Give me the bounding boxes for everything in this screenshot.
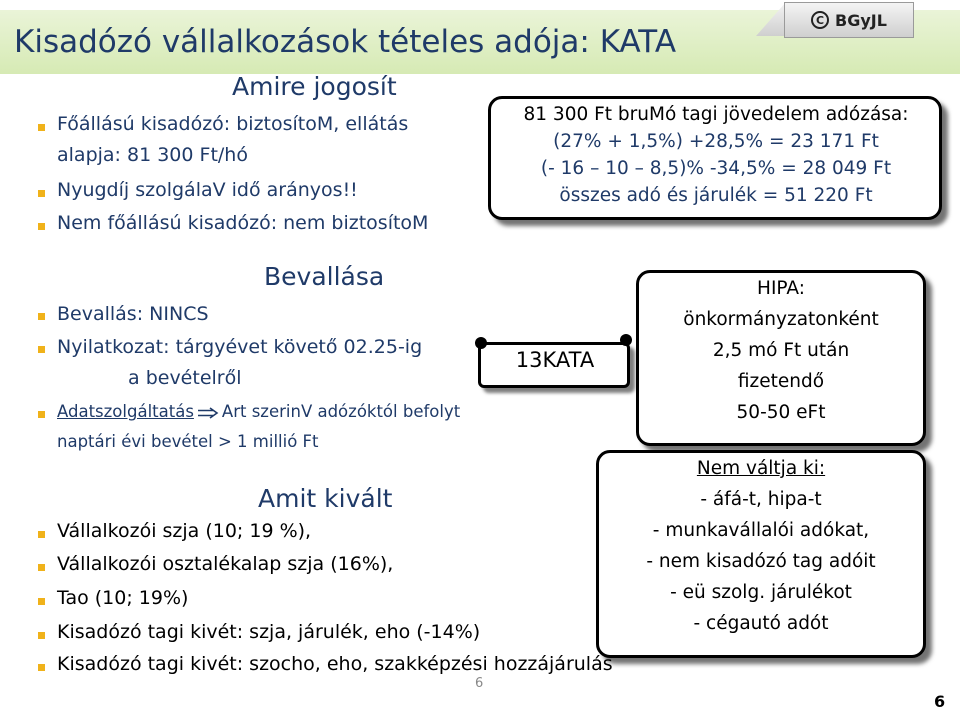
replaces-heading: Amit kivált bbox=[258, 484, 393, 513]
copyright-badge bbox=[784, 2, 914, 38]
entitles-heading: Amire jogosít bbox=[232, 72, 397, 101]
replaces-item-1: Vállalkozói szja (10; 19 %), bbox=[57, 520, 312, 542]
bullet-icon bbox=[38, 632, 45, 639]
bullet-icon bbox=[38, 190, 45, 197]
filing-item-2-prefix: a bbox=[128, 367, 146, 389]
tax-line-1: 81 300 Ft bruMó tagi jövedelem adózása: bbox=[523, 104, 909, 125]
filing-item-2-line2 bbox=[128, 367, 242, 389]
replace-line-3: - nem kisadózó tag adóit bbox=[646, 551, 876, 572]
bullet-icon bbox=[38, 598, 45, 605]
scroll-curl-icon bbox=[620, 334, 632, 346]
bullet-icon bbox=[38, 564, 45, 571]
replace-heading: Nem váltja ki: bbox=[696, 458, 826, 479]
bullet-icon bbox=[38, 411, 45, 418]
tax-line-4: összes adó és járulék = 51 220 Ft bbox=[559, 185, 873, 206]
replace-line-2: - munkavállalói adókat, bbox=[652, 520, 870, 541]
filing-heading: Bevallása bbox=[264, 262, 385, 291]
filing-item-2-value: : tárgyévet követő 02.25-ig bbox=[163, 336, 423, 358]
tax-line-2: (27% + 1,5%) +28,5% = 23 171 Ft bbox=[553, 131, 879, 152]
hipa-line-4: fizetendő bbox=[737, 371, 825, 392]
filing-item-3-value: Art szerinV adózóktól befolyt bbox=[221, 402, 461, 421]
filing-item-2-label: Nyilatkozat bbox=[57, 336, 164, 358]
bullet-icon bbox=[38, 531, 45, 538]
page-number: 6 bbox=[475, 676, 484, 691]
tax-line-3: (- 16 – 10 – 8,5)% -34,5% = 28 049 Ft bbox=[540, 158, 892, 179]
filing-item-3-line2: naptári évi bevétel > 1 millió Ft bbox=[57, 432, 319, 451]
bullet-icon bbox=[38, 346, 45, 353]
corner-page-number: 6 bbox=[934, 692, 946, 711]
bullet-icon bbox=[38, 664, 45, 671]
replace-line-1: - áfá-t, hipa-t bbox=[700, 489, 822, 510]
hipa-line-2: önkormányzatonként bbox=[683, 309, 879, 330]
replaces-item-5: Kisadózó tagi kivét: szocho, eho, szakképzési hozzájárulás bbox=[57, 653, 613, 675]
form-label: 13KATA bbox=[515, 348, 595, 372]
entitles-item-3: Nem főállású kisadózó: nem biztosítoM bbox=[57, 212, 429, 234]
badge-text: BGyJL bbox=[835, 10, 887, 30]
filing-item-1-value: : NINCS bbox=[136, 303, 209, 325]
hipa-line-1: HIPA: bbox=[757, 278, 805, 299]
copyright-icon: C bbox=[811, 11, 829, 29]
hipa-line-5: 50-50 eFt bbox=[736, 402, 826, 423]
double-arrow-right-icon bbox=[197, 407, 219, 419]
replace-line-5: - cégautó adót bbox=[693, 613, 829, 634]
filing-item-1 bbox=[57, 303, 209, 325]
filing-item-2 bbox=[57, 336, 422, 358]
bullet-icon bbox=[38, 223, 45, 230]
filing-item-3-label: Adatszolgáltatás bbox=[57, 402, 194, 421]
entitles-item-1-line2: alapja: 81 300 Ft/hó bbox=[57, 144, 248, 166]
bullet-icon bbox=[38, 313, 45, 320]
hipa-line-3: 2,5 mó Ft után bbox=[712, 340, 850, 361]
filing-item-3 bbox=[57, 402, 460, 421]
replaces-item-3: Tao (10; 19%) bbox=[57, 587, 189, 609]
filing-item-1-label: Bevallás bbox=[57, 303, 137, 325]
filing-item-2-income: bevételről bbox=[145, 367, 242, 389]
replaces-item-4: Kisadózó tagi kivét: szja, járulék, eho (-14%) bbox=[57, 621, 481, 643]
entitles-item-2: Nyugdíj szolgálaV idő arányos!! bbox=[57, 179, 358, 201]
page-title: Kisadózó vállalkozások tételes adója: KATA bbox=[14, 24, 677, 60]
replace-line-4: - eü szolg. járulékot bbox=[670, 582, 852, 603]
bullet-icon bbox=[38, 124, 45, 131]
replaces-item-2: Vállalkozói osztalékalap szja (16%), bbox=[57, 553, 394, 575]
entitles-item-1-line1: Főállású kisadózó: biztosítoM, ellátás bbox=[57, 113, 409, 135]
